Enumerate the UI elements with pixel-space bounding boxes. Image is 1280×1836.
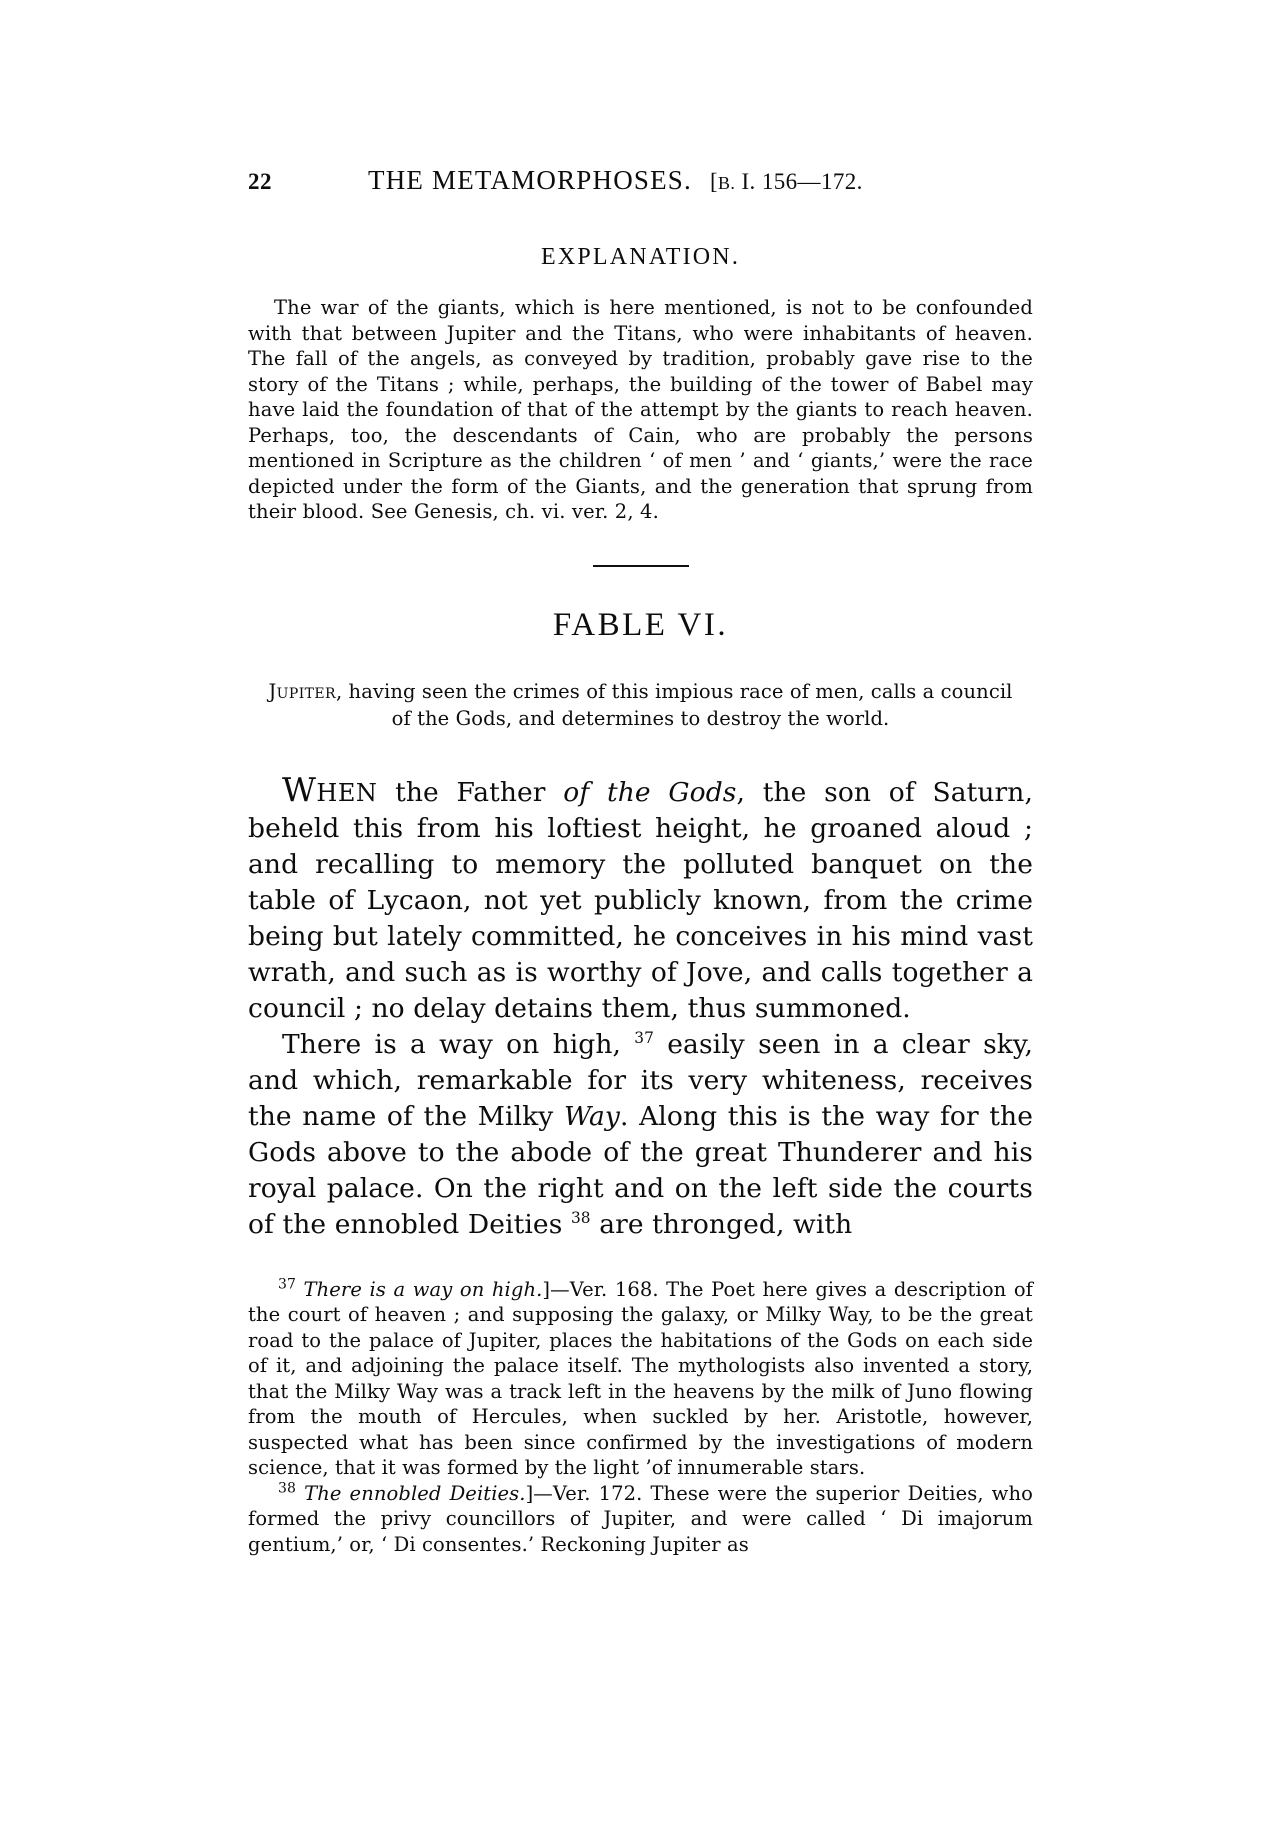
verse-reference-rest: I. 156—172. (735, 169, 863, 194)
fable-argument (264, 678, 1017, 732)
footnotes-block (248, 1277, 1033, 1558)
argument-lead: Jupiter (268, 679, 336, 703)
body-p2-a: There is a way on high, (282, 1028, 635, 1060)
running-head (248, 165, 1033, 196)
verse-reference: [B. I. 156—172. (709, 169, 863, 194)
fable-heading: FABLE VI. (552, 606, 729, 643)
argument-rest: , having seen the crimes of this impious race of men, calls a council of the Gods, and determines to destroy the world. (335, 679, 1013, 730)
body-p2-italic: Way (563, 1100, 620, 1132)
body-p1-b: , the son of Saturn, beheld this from his loftiest height, he groaned aloud ; and recalling to memory the polluted banquet on the table of Lycaon, not yet publicly known, from the crime being but lately committed, he conceives in his mind vast wrath, and such as is worthy of Jove, and calls together a council ; no delay detains them, thus summoned. (248, 776, 1033, 1024)
footnote-37-lemma: There is a way on high. (303, 1277, 543, 1301)
explanation-heading: EXPLANATION. (540, 244, 741, 270)
footnote-37-number: 37 (278, 1276, 297, 1292)
body-paragraph-1 (248, 769, 1033, 1027)
running-title: THE METAMORPHOSES. (368, 165, 692, 195)
body-paragraph-2 (248, 1027, 1033, 1243)
page-content (248, 165, 1033, 1557)
body-p2-d: are thronged, with (590, 1208, 853, 1240)
fable-body (248, 769, 1033, 1243)
footnote-38-number: 38 (278, 1480, 297, 1496)
verse-reference-book: B. (718, 173, 736, 193)
body-dropcap: W (282, 769, 317, 809)
body-opening-caps: HEN (316, 778, 378, 807)
footnote-38 (248, 1481, 1033, 1558)
footnote-38-text: ]—Ver. 172. These were the superior Deities, who formed the privy councillors of Jupiter, and were called ‘ Di imajorum gentium,’ or, ‘ Di consentes.’ Reckoning Jupiter as (248, 1481, 1033, 1556)
footnote-37 (248, 1277, 1033, 1481)
body-p2-b: easily seen in a clear sky, and which, remarkable for its very whiteness, receives the name of the Milky (248, 1028, 1033, 1132)
body-p1-a: the Father (377, 776, 564, 808)
section-divider (593, 565, 689, 567)
footnote-38-lemma: The ennobled Deities. (304, 1481, 526, 1505)
explanation-paragraph: The war of the giants, which is here mentioned, is not to be confounded with that between Jupiter and the Titans, who were inhabitants of heaven. The fall of the angels, as conveyed by tradition, probably gave rise to the story of the Titans ; while, perhaps, the building of the tower of Babel may have laid the foundation of that of the attempt by the giants to reach heaven. Perhaps, too, the descendants of Cain, who are probably the persons mentioned in Scripture as the children ‘ of men ’ and ‘ giants,’ were the race depicted under the form of the Giants, and the generation that sprung from their blood. See Genesis, ch. vi. ver. 2, 4. (248, 296, 1033, 523)
page-number: 22 (248, 169, 272, 194)
body-p1-italic: of the Gods (563, 776, 737, 808)
footnote-marker-38[interactable]: 38 (570, 1208, 591, 1227)
footnote-marker-37[interactable]: 37 (634, 1028, 655, 1047)
footnote-37-text: ]—Ver. 168. The Poet here gives a description of the court of heaven ; and supposing the galaxy, or Milky Way, to be the great road to the palace of Jupiter, places the habitations of the Gods on each side of it, and adjoining the palace itself. The mythologists also invented a story, that the Milky Way was a track left in the heavens by the milk of Juno flowing from the mouth of Hercules, when suckled by her. Aristotle, however, suspected what has been since confirmed by the investigations of modern science, that it was formed by the light ’of innumerable stars. (248, 1277, 1033, 1479)
body-p2-c: . Along this is the way for the Gods above to the abode of the great Thunderer and his royal palace. On the right and on the left side the courts of the ennobled Deities (248, 1100, 1033, 1240)
explanation-block (248, 295, 1033, 525)
